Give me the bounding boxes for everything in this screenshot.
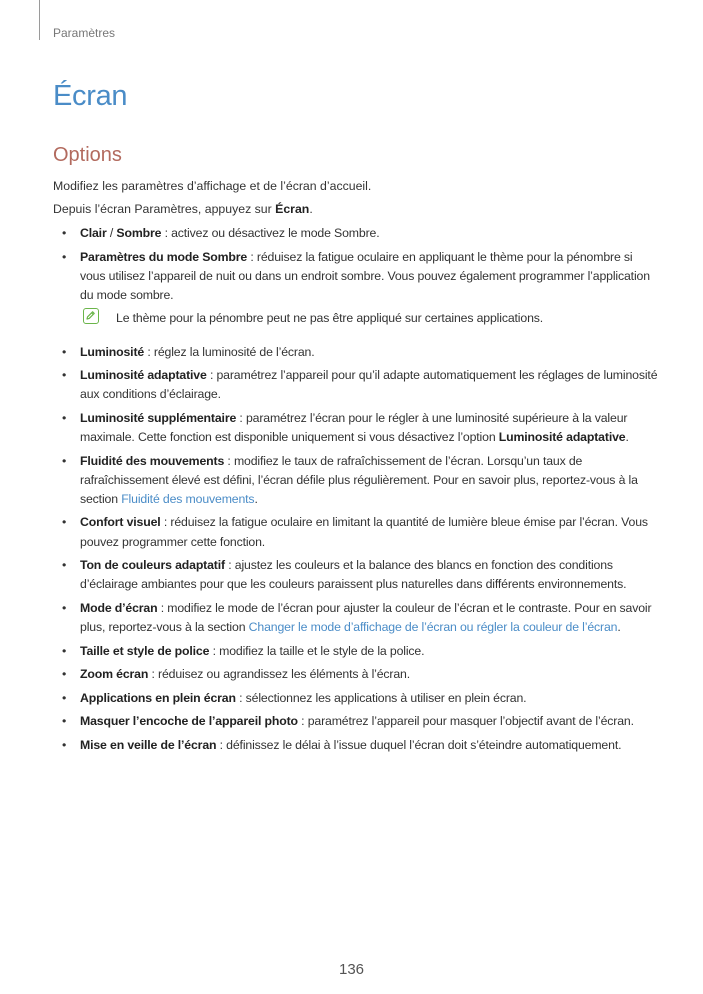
item-term: Luminosité xyxy=(80,344,145,359)
bullet: • xyxy=(62,690,67,705)
intro-bold-ecran: Écran xyxy=(275,202,310,216)
item-term: Luminosité adaptative xyxy=(80,368,207,383)
note xyxy=(53,309,658,328)
bullet: • xyxy=(62,453,67,468)
section-subtitle: Options xyxy=(53,144,122,166)
bullet: • xyxy=(62,344,67,359)
list-item-clair-sombre: • Clair / Sombre : activez ou désactivez le mode Sombre. xyxy=(53,224,658,243)
item-term: Taille et style de police xyxy=(80,643,210,658)
bullet: • xyxy=(62,515,67,530)
list-item-luminosite-supplementaire: • Luminosité supplémentaire : paramétrez l’écran pour le régler à une luminosité supérieure à la valeur maximale. Cette fonction est disponible uniquement si vous désactivez l’option Luminosité adaptative. xyxy=(62,410,629,445)
section-header: Paramètres xyxy=(53,26,116,40)
bullet: • xyxy=(62,714,67,729)
page-number: 136 xyxy=(338,961,365,978)
bullet: • xyxy=(62,737,67,752)
link-fluidite-mouvements[interactable]: Fluidité des mouvements xyxy=(121,491,255,506)
page-title: Écran xyxy=(53,80,128,112)
list-item-ton-couleurs: • Ton de couleurs adaptatif : ajustez les couleurs et la balance des blancs en fonction des conditions d’éclairage ambiantes pour que les couleurs paraissent plus naturelles dans différents environnements. xyxy=(62,558,627,592)
intro-line-2: Depuis l’écran Paramètres, appuyez sur Écran. xyxy=(53,202,313,216)
item-term: Applications en plein écran xyxy=(80,690,236,705)
item-term: Clair xyxy=(80,226,107,240)
item-term: Masquer l’encoche de l’appareil photo xyxy=(80,714,298,729)
list-item-plein-ecran: • Applications en plein écran : sélectionnez les applications à utiliser en plein écran. xyxy=(53,689,658,708)
header-divider xyxy=(39,0,40,40)
option-name-bold: Luminosité adaptative xyxy=(498,430,626,445)
bullet: • xyxy=(62,600,67,615)
list-item-encoche: • Masquer l’encoche de l’appareil photo : paramétrez l’appareil pour masquer l’objectif avant de l’écran. xyxy=(53,712,658,731)
item-term: Mode d’écran xyxy=(80,600,158,615)
list-item-mise-en-veille: • Mise en veille de l’écran : définissez le délai à l’issue duquel l’écran doit s’éteindre automatiquement. xyxy=(53,736,658,755)
bullet: • xyxy=(62,368,67,383)
note-pencil-icon xyxy=(83,308,99,324)
list-item-zoom-ecran: • Zoom écran : réduisez ou agrandissez les éléments à l’écran. xyxy=(53,665,658,684)
item-term: Fluidité des mouvements xyxy=(80,453,225,468)
bullet: • xyxy=(62,643,67,658)
item-term: Zoom écran xyxy=(80,667,149,682)
list-item-mode-ecran: • Mode d’écran : modifiez le mode de l’écran pour ajuster la couleur de l’écran et le contraste. Pour en savoir plus, reportez-vous à la section Changer le mode d’affichage de l’écran ou régler la couleur de l’écran. xyxy=(62,600,652,635)
list-item-confort-visuel: • Confort visuel : réduisez la fatigue oculaire en limitant la quantité de lumière bleue émise par l’écran. Vous pouvez programmer cette fonction. xyxy=(62,515,648,549)
note-text: Le thème pour la pénombre peut ne pas être appliqué sur certaines applications. xyxy=(116,311,544,326)
item-term: Luminosité supplémentaire xyxy=(80,410,237,425)
bullet: • xyxy=(62,667,67,682)
item-term: Confort visuel xyxy=(80,515,161,530)
link-changer-mode-affichage[interactable]: Changer le mode d’affichage de l’écran ou régler la couleur de l’écran xyxy=(248,620,618,635)
list-item-fluidite: • Fluidité des mouvements : modifiez le taux de rafraîchissement de l’écran. Lorsqu’un taux de rafraîchissement élevé est défini, l’écran défile plus régulièrement. Pour en savoir plus, reportez-vous à la section Fluidité des mouvements. xyxy=(62,453,638,506)
item-term: Mise en veille de l’écran xyxy=(80,737,217,752)
item-term-2: Sombre xyxy=(116,226,162,240)
bullet: • xyxy=(62,410,67,425)
options-list xyxy=(53,224,658,759)
list-item-luminosite-adaptative: • Luminosité adaptative : paramétrez l’appareil pour qu’il adapte automatiquement les réglages de luminosité aux conditions d’éclairage. xyxy=(62,368,658,402)
bullet: • xyxy=(62,226,67,240)
list-item-taille-police: • Taille et style de police : modifiez la taille et le style de la police. xyxy=(53,642,658,661)
intro-line-1: Modifiez les paramètres d’affichage et de l’écran d’accueil. xyxy=(53,179,372,193)
item-term: Paramètres du mode Sombre xyxy=(80,249,248,264)
bullet: • xyxy=(62,249,67,264)
list-item-mode-sombre: • Paramètres du mode Sombre : réduisez la fatigue oculaire en appliquant le thème pour la pénombre si vous utilisez l’appareil de nuit ou dans un endroit sombre. Vous pouvez également programmer l’application du mode sombre. xyxy=(62,249,650,302)
item-term: Ton de couleurs adaptatif xyxy=(80,558,225,573)
bullet: • xyxy=(62,558,67,573)
list-item-luminosite: • Luminosité : réglez la luminosité de l’écran. xyxy=(53,343,658,362)
